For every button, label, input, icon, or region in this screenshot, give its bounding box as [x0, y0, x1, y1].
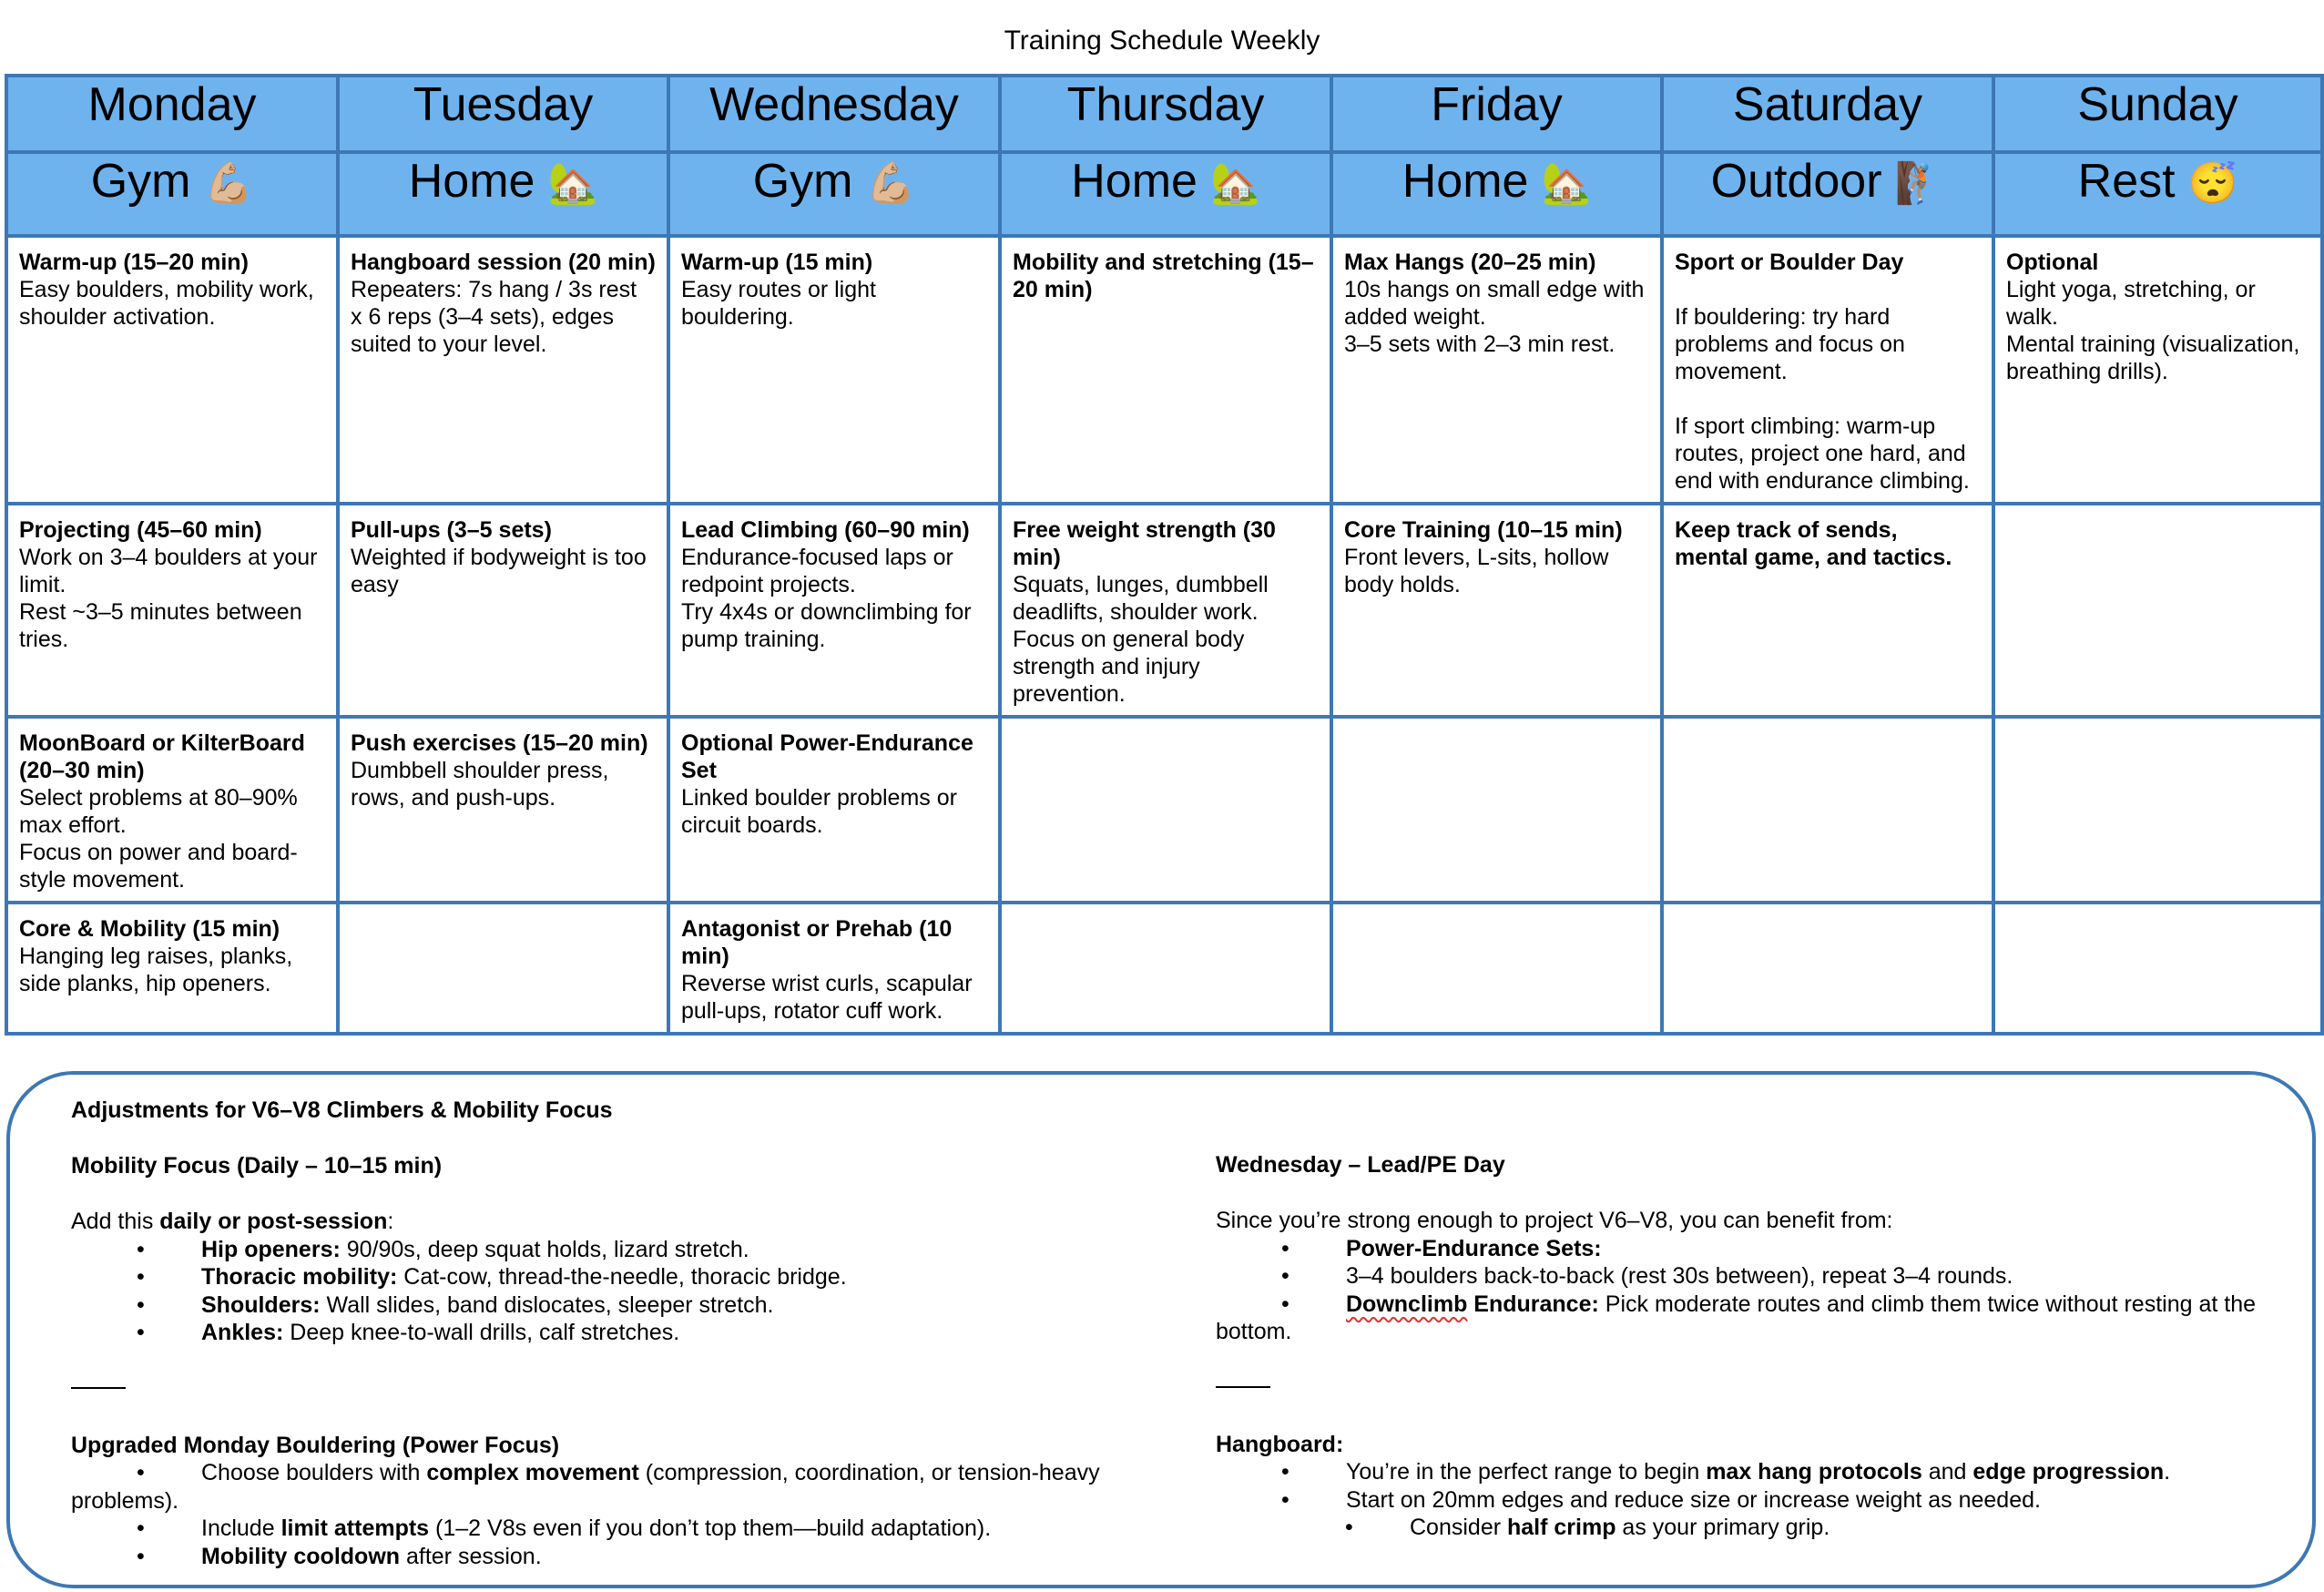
session-cell — [338, 504, 668, 717]
session-cell — [1000, 717, 1331, 903]
session-details: Reverse wrist curls, scapular pull-ups, rotator cuff work. — [681, 971, 973, 1024]
session-details: Easy boulders, mobility work, shoulder activation. — [19, 277, 314, 330]
session-details: Dumbbell shoulder press, rows, and push-ups. — [351, 758, 609, 811]
session-cell — [1662, 903, 1993, 1034]
day-header: Wednesday — [668, 76, 1000, 152]
session-cell — [1993, 903, 2322, 1034]
house-icon: 🏡 — [1209, 161, 1260, 206]
hangboard-item: • You’re in the perfect range to begin max hang protocols and edge progression. — [1216, 1458, 2309, 1486]
day-header: Saturday — [1662, 76, 1993, 152]
session-details: Select problems at 80–90% max effort. Focus on power and board- style movement. — [19, 785, 298, 893]
location-header — [6, 152, 338, 236]
session-cell — [1331, 236, 1662, 504]
session-cell — [6, 504, 338, 717]
monday-bouldering-title: Upgraded Monday Bouldering (Power Focus) — [71, 1432, 560, 1458]
wednesday-intro: Since you’re strong enough to project V6–V8, you can benefit from: — [1216, 1208, 1893, 1233]
session-title: Push exercises (15–20 min) — [351, 730, 648, 756]
mobility-item: • Thoracic mobility: Cat-cow, thread-the-needle, thoracic bridge. — [71, 1263, 1146, 1291]
session-details: Light yoga, stretching, or walk. Mental training (visualization, breathing drills). — [2006, 277, 2300, 384]
session-title: Core & Mobility (15 min) — [19, 916, 280, 942]
session-cell — [1662, 236, 1993, 504]
session-cell — [668, 504, 1000, 717]
day-header: Friday — [1331, 76, 1662, 152]
session-title: Free weight strength (30 min) — [1013, 517, 1276, 570]
session-details: Squats, lunges, dumbbell deadlifts, shoulder work. Focus on general body strength and injury prevention. — [1013, 572, 1269, 707]
session-title: Optional Power-Endurance Set — [681, 730, 973, 783]
session-title: Mobility and stretching (15– 20 min) — [1013, 250, 1314, 302]
section-divider — [1216, 1386, 1270, 1403]
session-details: Repeaters: 7s hang / 3s rest x 6 reps (3–4 sets), edges suited to your level. — [351, 277, 637, 357]
wednesday-title: Wednesday – Lead/PE Day — [1216, 1152, 1505, 1178]
session-cell — [1662, 717, 1993, 903]
house-icon: 🏡 — [1541, 161, 1592, 206]
location-label: Outdoor — [1710, 155, 1882, 208]
location-label: Home — [1402, 155, 1529, 208]
location-label: Rest — [2077, 155, 2176, 208]
session-row — [6, 504, 2322, 717]
session-cell — [668, 236, 1000, 504]
session-cell — [1993, 504, 2322, 717]
session-cell — [338, 717, 668, 903]
climber-icon: 🧗🏽 — [1894, 161, 1945, 206]
session-title: Warm-up (15–20 min) — [19, 250, 249, 275]
session-cell — [1331, 504, 1662, 717]
session-title: Optional — [2006, 250, 2099, 275]
session-cell — [6, 236, 338, 504]
session-details: Work on 3–4 boulders at your limit. Rest ~3–5 minutes between tries. — [19, 545, 318, 652]
session-cell — [668, 903, 1000, 1034]
session-title: Antagonist or Prehab (10 min) — [681, 916, 953, 969]
day-header: Monday — [6, 76, 338, 152]
day-header: Tuesday — [338, 76, 668, 152]
session-cell — [1000, 236, 1331, 504]
session-row — [6, 903, 2322, 1034]
location-label: Gym — [90, 155, 191, 208]
location-header — [338, 152, 668, 236]
location-header — [1993, 152, 2322, 236]
session-details: Endurance-focused laps or redpoint projects. Try 4x4s or downclimbing for pump training. — [681, 545, 972, 652]
mobility-item: • Hip openers: 90/90s, deep squat holds, lizard stretch. — [71, 1236, 1146, 1264]
session-title: Warm-up (15 min) — [681, 250, 873, 275]
session-cell — [338, 903, 668, 1034]
session-title: MoonBoard or KilterBoard (20–30 min) — [19, 730, 305, 783]
session-cell — [6, 903, 338, 1034]
session-title: Pull-ups (3–5 sets) — [351, 517, 552, 543]
location-label: Home — [1071, 155, 1198, 208]
notes-heading: Adjustments for V6–V8 Climbers & Mobility Focus — [71, 1097, 613, 1123]
session-cell — [1331, 717, 1662, 903]
mobility-intro: Add this daily or post-session: — [71, 1209, 394, 1234]
mobility-item: • Shoulders: Wall slides, band dislocates, sleeper stretch. — [71, 1291, 1146, 1320]
notes-right-column — [1216, 1151, 2309, 1542]
flexed-biceps-icon: 💪🏼 — [865, 161, 916, 206]
session-details: If bouldering: try hard problems and focus on movement. If sport climbing: warm-up routes, project one hard, and end with endurance climbing. — [1675, 304, 1970, 494]
wednesday-item: • Power-Endurance Sets: — [1216, 1235, 2309, 1263]
hangboard-item: • Start on 20mm edges and reduce size or increase weight as needed. — [1216, 1486, 2309, 1515]
session-cell — [1993, 236, 2322, 504]
session-details: Front levers, L-sits, hollow body holds. — [1344, 545, 1609, 597]
session-title: Sport or Boulder Day — [1675, 250, 1904, 275]
hangboard-item: • Consider half crimp as your primary grip. — [1216, 1514, 2309, 1542]
session-title: Max Hangs (20–25 min) — [1344, 250, 1596, 275]
monday-item: • Mobility cooldown after session. — [71, 1543, 1146, 1571]
adjustments-notes-box — [6, 1071, 2316, 1588]
session-title: Hangboard session (20 min) — [351, 250, 656, 275]
session-title: Lead Climbing (60–90 min) — [681, 517, 970, 543]
location-label: Home — [408, 155, 535, 208]
location-header — [1662, 152, 1993, 236]
session-title: Projecting (45–60 min) — [19, 517, 262, 543]
location-header — [668, 152, 1000, 236]
session-cell — [1331, 903, 1662, 1034]
day-header-row — [6, 76, 2322, 152]
monday-item: • Choose boulders with complex movement (compression, coordination, or tension-heavy problems). — [71, 1459, 1146, 1515]
hangboard-title: Hangboard: — [1216, 1431, 1344, 1457]
session-row — [6, 717, 2322, 903]
session-details: Hanging leg raises, planks, side planks, hip openers. — [19, 944, 293, 996]
session-cell — [338, 236, 668, 504]
session-details: 10s hangs on small edge with added weight. 3–5 sets with 2–3 min rest. — [1344, 277, 1645, 357]
flexed-biceps-icon: 💪🏼 — [203, 161, 254, 206]
session-row — [6, 236, 2322, 504]
wednesday-item: • Downclimb Endurance: Pick moderate routes and climb them twice without resting at the bottom. — [1216, 1291, 2309, 1346]
session-cell — [668, 717, 1000, 903]
page-title: Training Schedule Weekly — [1004, 26, 1320, 56]
session-details: Easy routes or light bouldering. — [681, 277, 876, 330]
day-header: Sunday — [1993, 76, 2322, 152]
monday-item: • Include limit attempts (1–2 V8s even if you don’t top them—build adaptation). — [71, 1515, 1146, 1543]
day-header: Thursday — [1000, 76, 1331, 152]
location-header — [1000, 152, 1331, 236]
location-header-row — [6, 152, 2322, 236]
section-divider — [71, 1387, 126, 1403]
wednesday-item: • 3–4 boulders back-to-back (rest 30s between), repeat 3–4 rounds. — [1216, 1262, 2309, 1291]
session-cell — [1662, 504, 1993, 717]
mobility-item: • Ankles: Deep knee-to-wall drills, calf stretches. — [71, 1319, 1146, 1347]
session-cell — [1000, 903, 1331, 1034]
notes-left-column — [71, 1097, 1146, 1570]
location-header — [1331, 152, 1662, 236]
house-icon: 🏡 — [547, 161, 598, 206]
location-label: Gym — [752, 155, 853, 208]
session-cell — [1993, 717, 2322, 903]
session-title: Keep track of sends, mental game, and tactics. — [1675, 517, 1952, 570]
session-cell — [6, 717, 338, 903]
sleeping-face-icon: 😴 — [2187, 161, 2238, 206]
session-details: Linked boulder problems or circuit boards. — [681, 785, 957, 838]
weekly-schedule-table — [5, 74, 2324, 1036]
session-details: Weighted if bodyweight is too easy — [351, 545, 647, 597]
session-cell — [1000, 504, 1331, 717]
mobility-focus-title: Mobility Focus (Daily – 10–15 min) — [71, 1153, 443, 1179]
session-title: Core Training (10–15 min) — [1344, 517, 1623, 543]
